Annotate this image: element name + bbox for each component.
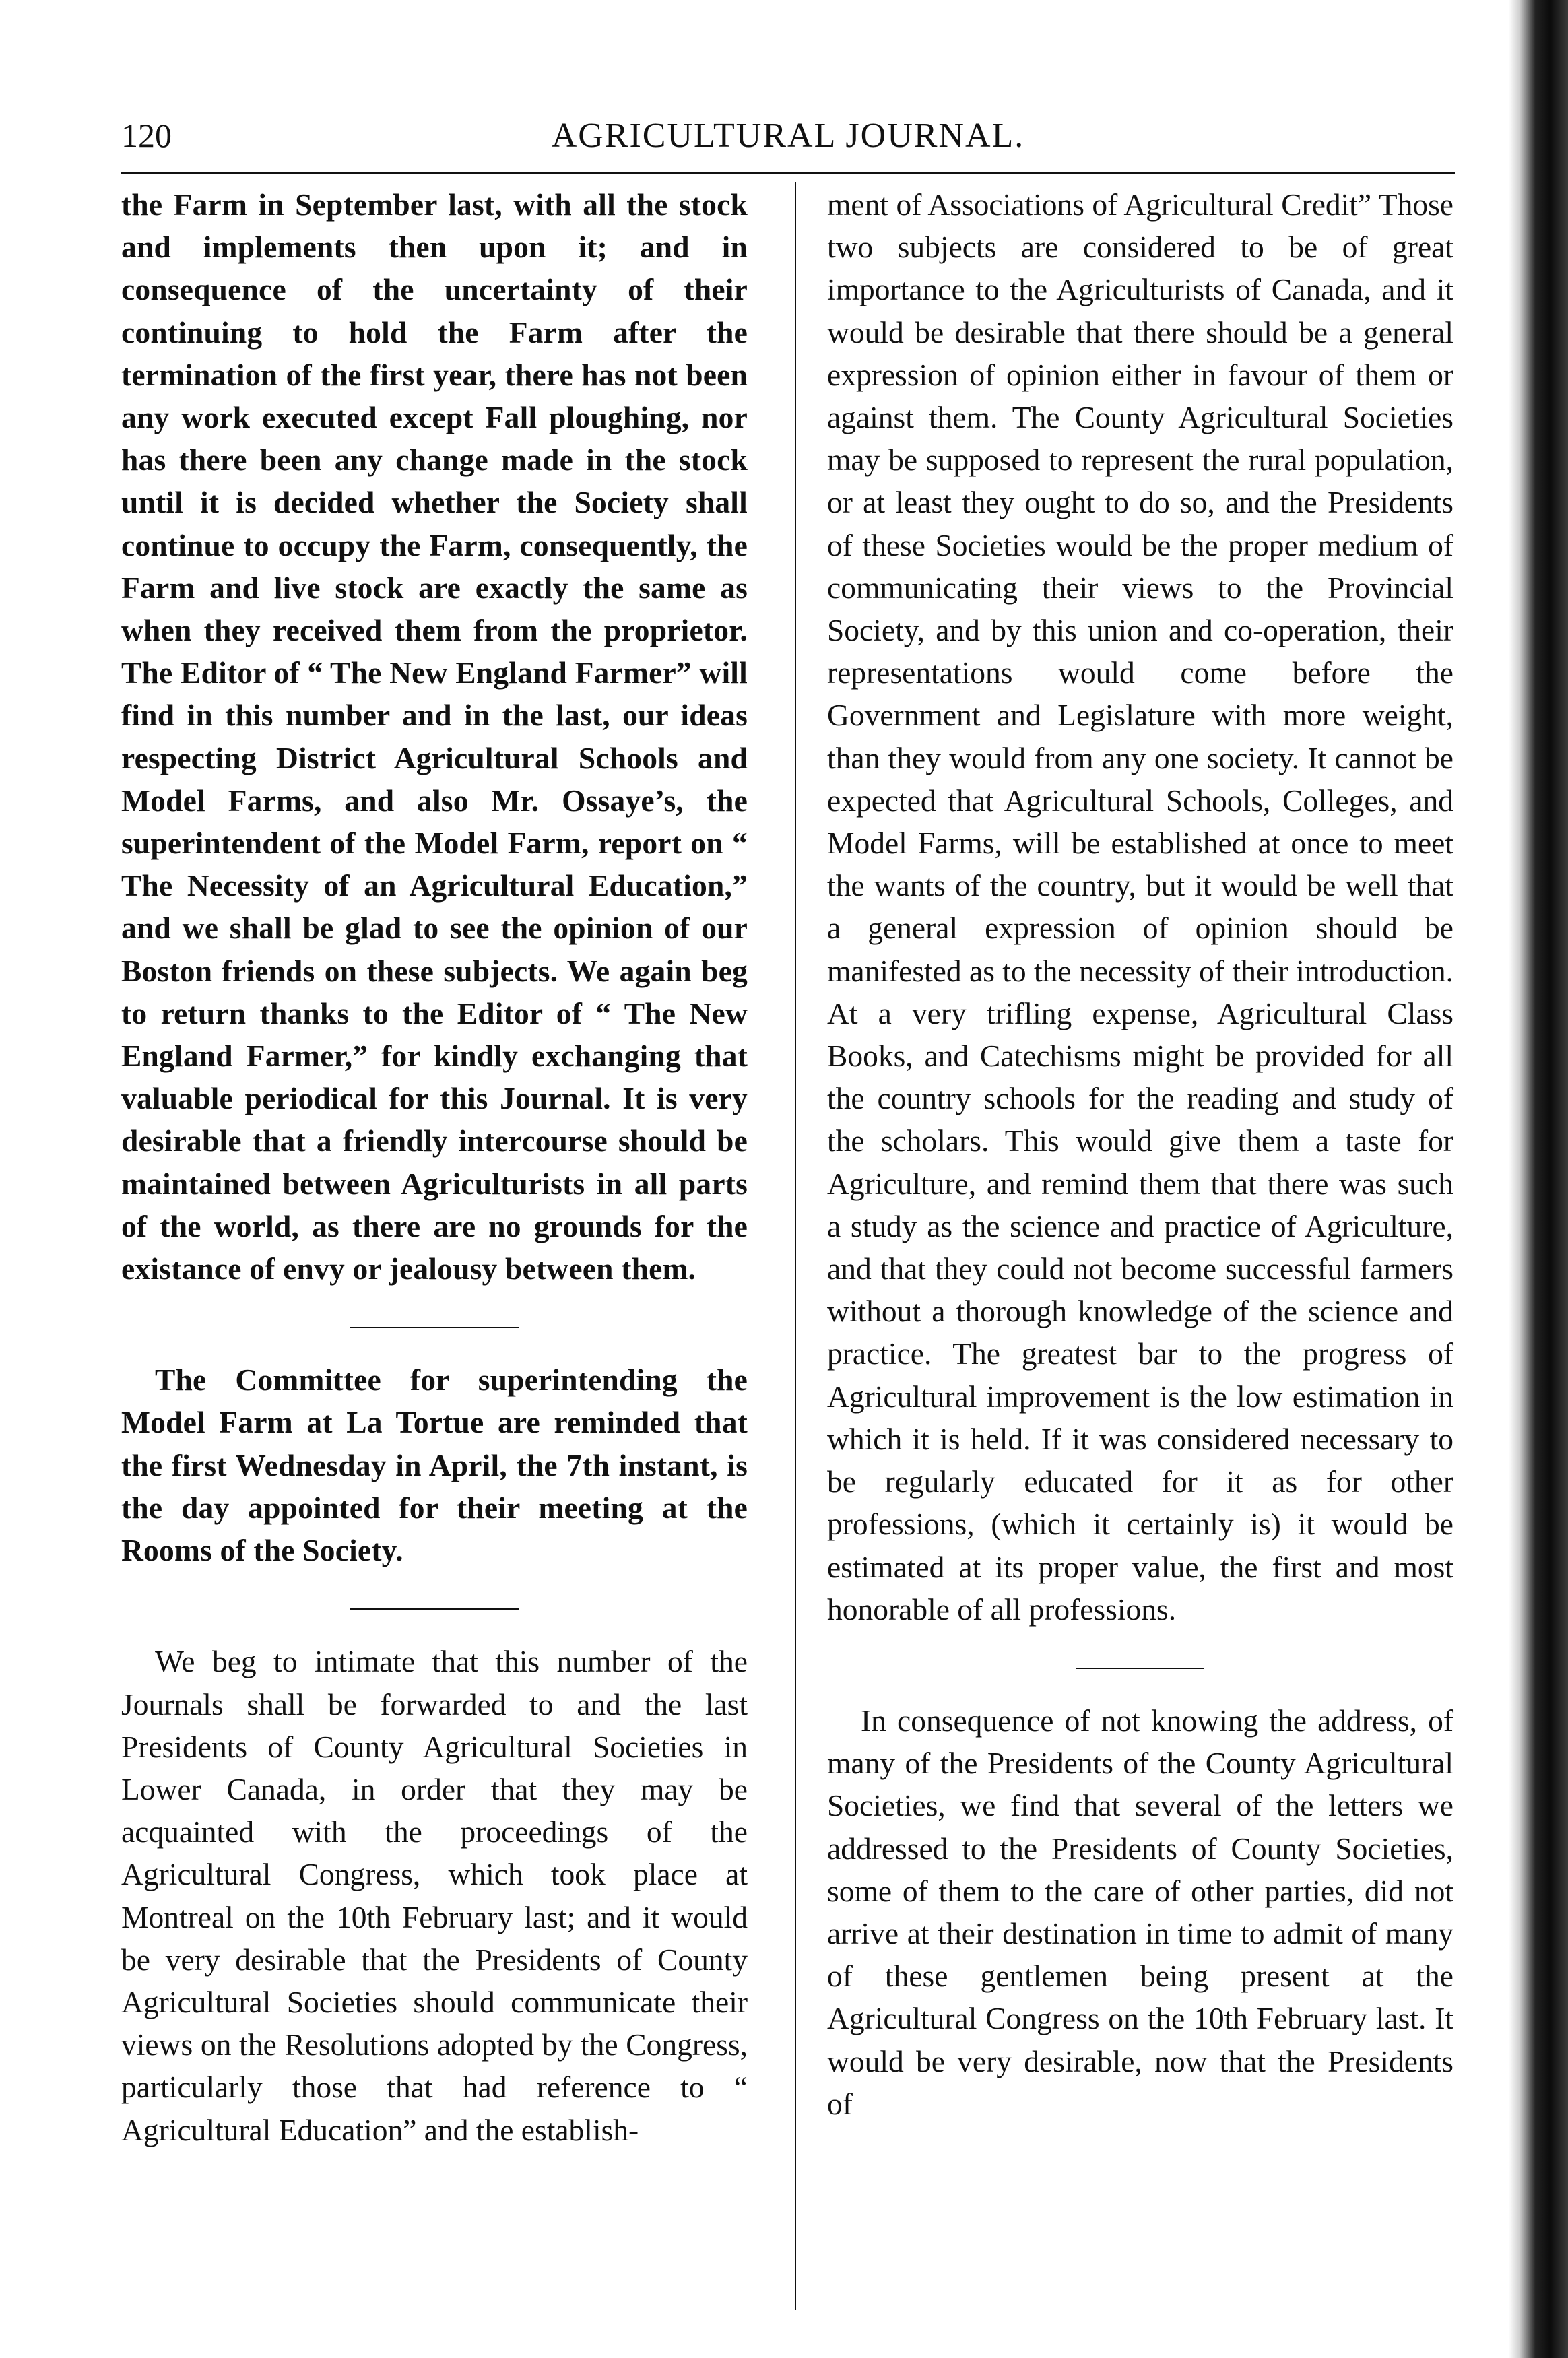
binding-edge <box>1509 0 1568 2358</box>
section-rule <box>350 1608 519 1610</box>
paragraph-addresses-notice: In consequence of not knowing the address, of many of the Presidents of the County Agricultural Societies, we find that several of the letters we addressed to the Presidents of County Societies, some of them to the care of other parties, did not arrive at their destination in time to admit of many of these gentlemen being present at the Agricultural Congress on the 10th February last. It would be very desirable, now that the Presidents of <box>827 1703 1453 2121</box>
paragraph-committee-notice: The Committee for superintending the Model Farm at La Tortue are reminded that the first Wednesday in April, the 7th instant, is the day appointed for their meeting at the Rooms of the Society. <box>121 1363 748 1568</box>
paragraph-associations-credit: ment of Associations of Agricultural Credit” Those two subjects are considered to be of great importance to the Agriculturists of Canada, and it would be desirable that there should be a general expression of opinion either in favour of them or against them. The County Agricultural Societies may be supposed to represent the rural population, or at least they ought to do so, and the Presidents of these Societies would be the proper medium of communicating their views to the Provincial Society, and by this union and co-operation, their representations would come before the Government and Legislature with more weight, than they would from any one society. It cannot be expected that Agricultural Schools, Colleges, and Model Farms, will be established at once to meet the wants of the country, but it would be well that a general expression of opinion should be manifested as to the necessity of their introduction. At a very trifling expense, Agricultural Class Books, and Catechisms might be provided for all the country schools for the reading and study of the scholars. This would give them a taste for Agriculture, and remind them that there was such a study as the science and practice of Agriculture, and that they could not become successful farmers without a thorough knowledge of the science and practice. The greatest bar to the progress of Agricultural improvement is the low estimation in which it is held. If it was considered necessary to be regularly educated for it as for other professions, (which it certainly is) it would be estimated at its proper value, the first and most honorable of all professions. <box>827 187 1453 1627</box>
section-rule <box>1076 1668 1204 1669</box>
right-column <box>827 183 1453 2125</box>
section-rule <box>350 1327 519 1328</box>
running-title: AGRICULTURAL JOURNAL. <box>551 117 1025 155</box>
paragraph-presidents-notice: We beg to intimate that this number of the Journals shall be forwarded to and the last Presidents of County Agricultural Societies in Lower Canada, in order that they may be acquainted with the proceedings of the Agricultural Congress, which took place at Montreal on the 10th February last; and it would be very desirable that the Presidents of County Agricultural Societies should communicate their views on the Resolutions adopted by the Congress, particularly those that had reference to “ Agricultural Education” and the establish- <box>121 1644 748 2147</box>
page-number: 120 <box>121 117 172 154</box>
page-header <box>121 116 1455 170</box>
column-divider <box>795 182 796 2310</box>
left-column <box>121 183 748 2151</box>
header-rule <box>121 172 1455 176</box>
paragraph-farm-report: the Farm in September last, with all the stock and implements then upon it; and in consequence of the uncertainty of their continuing to hold the Farm after the termination of the first year, there has not been any work executed except Fall ploughing, nor has there been any change made in the stock until it is decided whether the Society shall continue to occupy the Farm, consequently, the Farm and live stock are exactly the same as when they received them from the proprietor. The Editor of “ The New England Farmer” will find in this number and in the last, our ideas respecting District Agricultural Schools and Model Farms, and also Mr. Ossaye’s, the superintendent of the Model Farm, report on “ The Necessity of an Agricultural Education,” and we shall be glad to see the opinion of our Boston friends on these subjects. We again beg to return thanks to the Editor of “ The New England Farmer,” for kindly exchanging that valuable periodical for this Journal. It is very desirable that a friendly intercourse should be maintained between Agriculturists in all parts of the world, as there are no grounds for the existance of envy or jealousy between them. <box>121 187 748 1286</box>
